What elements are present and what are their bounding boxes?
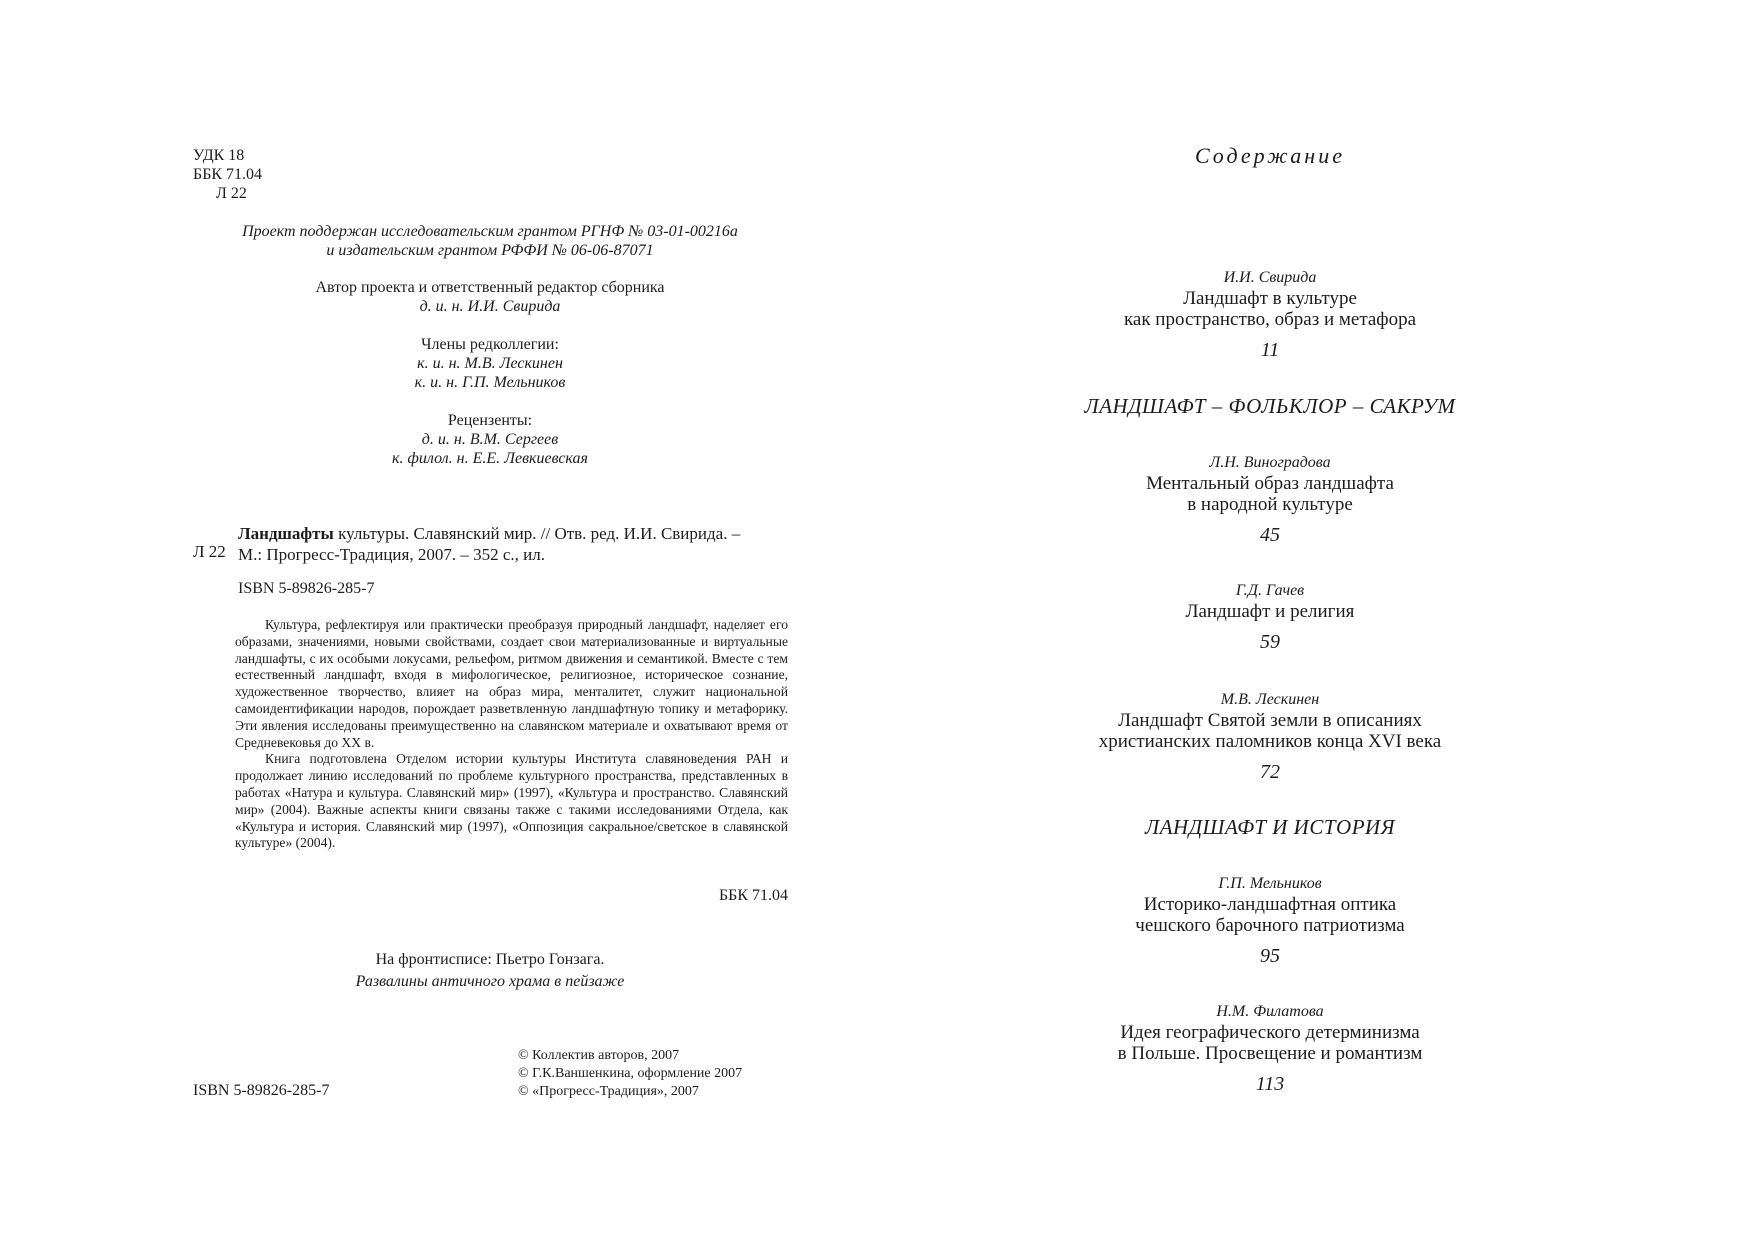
toc-entry <box>1040 268 1500 362</box>
biblio-title: Ландшафты <box>238 524 334 543</box>
editor-label: Автор проекта и ответственный редактор сборника <box>315 279 665 296</box>
board-member: к. и. н. Г.П. Мельников <box>414 374 566 391</box>
toc-author: Г.Д. Гачев <box>1235 582 1305 599</box>
bbk-code: ББК 71.04 <box>193 166 263 183</box>
board-block <box>200 335 780 392</box>
bibliographic-record <box>238 523 788 565</box>
copyright-line: © Г.К.Ваншенкина, оформление 2007 <box>518 1066 743 1081</box>
reviewers-block <box>200 411 780 468</box>
biblio-line-1 <box>238 523 788 544</box>
abstract-paragraph-1: Культура, рефлектируя или практически преобразуя природный ландшафт, наделяет его образами, значениями, новыми свойствами, создает свои материализованные и виртуальные ландшафты, с их особыми локусами, рельефом, ритмом движения и семантикой. Вместе с тем естественный ландшафт, входя в мифологическое, религиозное, историческое сознание, художественное творчество, влияет на образ мира, менталитет, служит национальной самоидентификации народов, порождает разветвленную ландшафтную топику и метафорику. Эти явления исследованы преимущественно на славянском материале и охватывают время от Средневековья до ХХ в. <box>235 617 788 750</box>
toc-page-number: 113 <box>1255 1073 1285 1095</box>
copyright-block <box>518 1047 818 1101</box>
toc-page-number: 72 <box>1260 761 1280 783</box>
toc-entry <box>1040 1002 1500 1096</box>
biblio-line-2: М.: Прогресс-Традиция, 2007. – 352 с., ил. <box>238 545 545 564</box>
toc-title-line: христианских паломников конца XVI века <box>1098 731 1442 752</box>
toc-page-number: 59 <box>1260 631 1280 653</box>
toc-entry <box>1040 453 1500 547</box>
abstract <box>235 617 788 852</box>
toc-title-line: в народной культуре <box>1187 494 1353 515</box>
toc-title-line: в Польше. Просвещение и романтизм <box>1117 1043 1423 1064</box>
toc-author: Л.Н. Виноградова <box>1209 454 1331 471</box>
grant-line-1: Проект поддержан исследовательским грантом РГНФ № 03-01-00216а <box>242 223 738 240</box>
toc-page-number: 95 <box>1260 945 1280 967</box>
biblio-code: Л 22 <box>193 542 226 561</box>
board-label: Члены редколлегии: <box>421 336 559 353</box>
grant-line-2: и издательским грантом РФФИ № 06-06-87071 <box>326 242 654 259</box>
toc-title: Содержание <box>1194 143 1345 168</box>
copyright-line: © Коллектив авторов, 2007 <box>518 1048 680 1063</box>
author-mark: Л 22 <box>216 185 247 202</box>
toc-entry <box>1040 690 1500 784</box>
toc-title-line: Ландшафт и религия <box>1185 601 1355 622</box>
copyright-line: © «Прогресс-Традиция», 2007 <box>518 1084 699 1099</box>
toc-page-number: 45 <box>1260 524 1280 546</box>
section-heading: ЛАНДШАФТ – ФОЛЬКЛОР – САКРУМ <box>1084 394 1456 418</box>
abstract-paragraph-2: Книга подготовлена Отделом истории культуры Института славяноведения РАН и продолжает линию исследований по проблеме культурного пространства, представленных в работах «Натура и культура. Славянский мир» (1997), «Культура и пространство. Славянский мир» (2004). Важные аспекты книги связаны также с такими исследованиями Отдела, как «Культура и история. Славянский мир (1997), «Оппозиция сакральное/светское в славянской культуре» (2004). <box>235 751 788 851</box>
isbn-bottom: ISBN 5-89826-285-7 <box>193 1082 330 1099</box>
frontispiece-title: Развалины античного храма в пейзаже <box>355 973 625 990</box>
board-member: к. и. н. М.В. Лескинен <box>417 355 563 372</box>
toc-title-line: Ментальный образ ландшафта <box>1146 473 1394 494</box>
reviewer: к. филол. н. Е.Е. Левкиевская <box>392 450 588 467</box>
toc-title-line: как пространство, образ и метафора <box>1123 309 1417 330</box>
toc-title-line: Ландшафт в культуре <box>1183 288 1357 309</box>
toc-author: М.В. Лескинен <box>1220 691 1320 708</box>
isbn-top: ISBN 5-89826-285-7 <box>238 580 375 597</box>
reviewers-label: Рецензенты: <box>447 412 533 429</box>
udc-block <box>193 146 393 203</box>
toc-title-line: Историко-ландшафтная оптика <box>1143 894 1397 915</box>
frontispiece-caption <box>300 949 680 993</box>
toc-title-line: Идея географического детерминизма <box>1120 1022 1420 1043</box>
editor-block <box>200 278 780 316</box>
toc-title-line: чешского барочного патриотизма <box>1135 915 1405 936</box>
frontispiece-label: На фронтисписе: Пьетро Гонзага. <box>375 951 605 968</box>
toc-author: Н.М. Филатова <box>1216 1003 1324 1020</box>
grant-note <box>200 222 780 260</box>
toc-entry <box>1040 874 1500 968</box>
reviewer: д. и. н. В.М. Сергеев <box>421 431 559 448</box>
toc-entry <box>1040 581 1500 654</box>
biblio-title-rest: культуры. Славянский мир. // Отв. ред. И.И. Свирида. – <box>333 524 741 543</box>
udc-code: УДК 18 <box>193 147 245 164</box>
toc-author: И.И. Свирида <box>1223 269 1317 286</box>
bbk-index: ББК 71.04 <box>718 887 788 904</box>
toc-author: Г.П. Мельников <box>1218 875 1322 892</box>
editor-name: д. и. н. И.И. Свирида <box>419 298 561 315</box>
toc-page-number: 11 <box>1260 339 1280 361</box>
section-heading: ЛАНДШАФТ И ИСТОРИЯ <box>1144 815 1395 839</box>
toc-title-line: Ландшафт Святой земли в описаниях <box>1118 710 1422 731</box>
